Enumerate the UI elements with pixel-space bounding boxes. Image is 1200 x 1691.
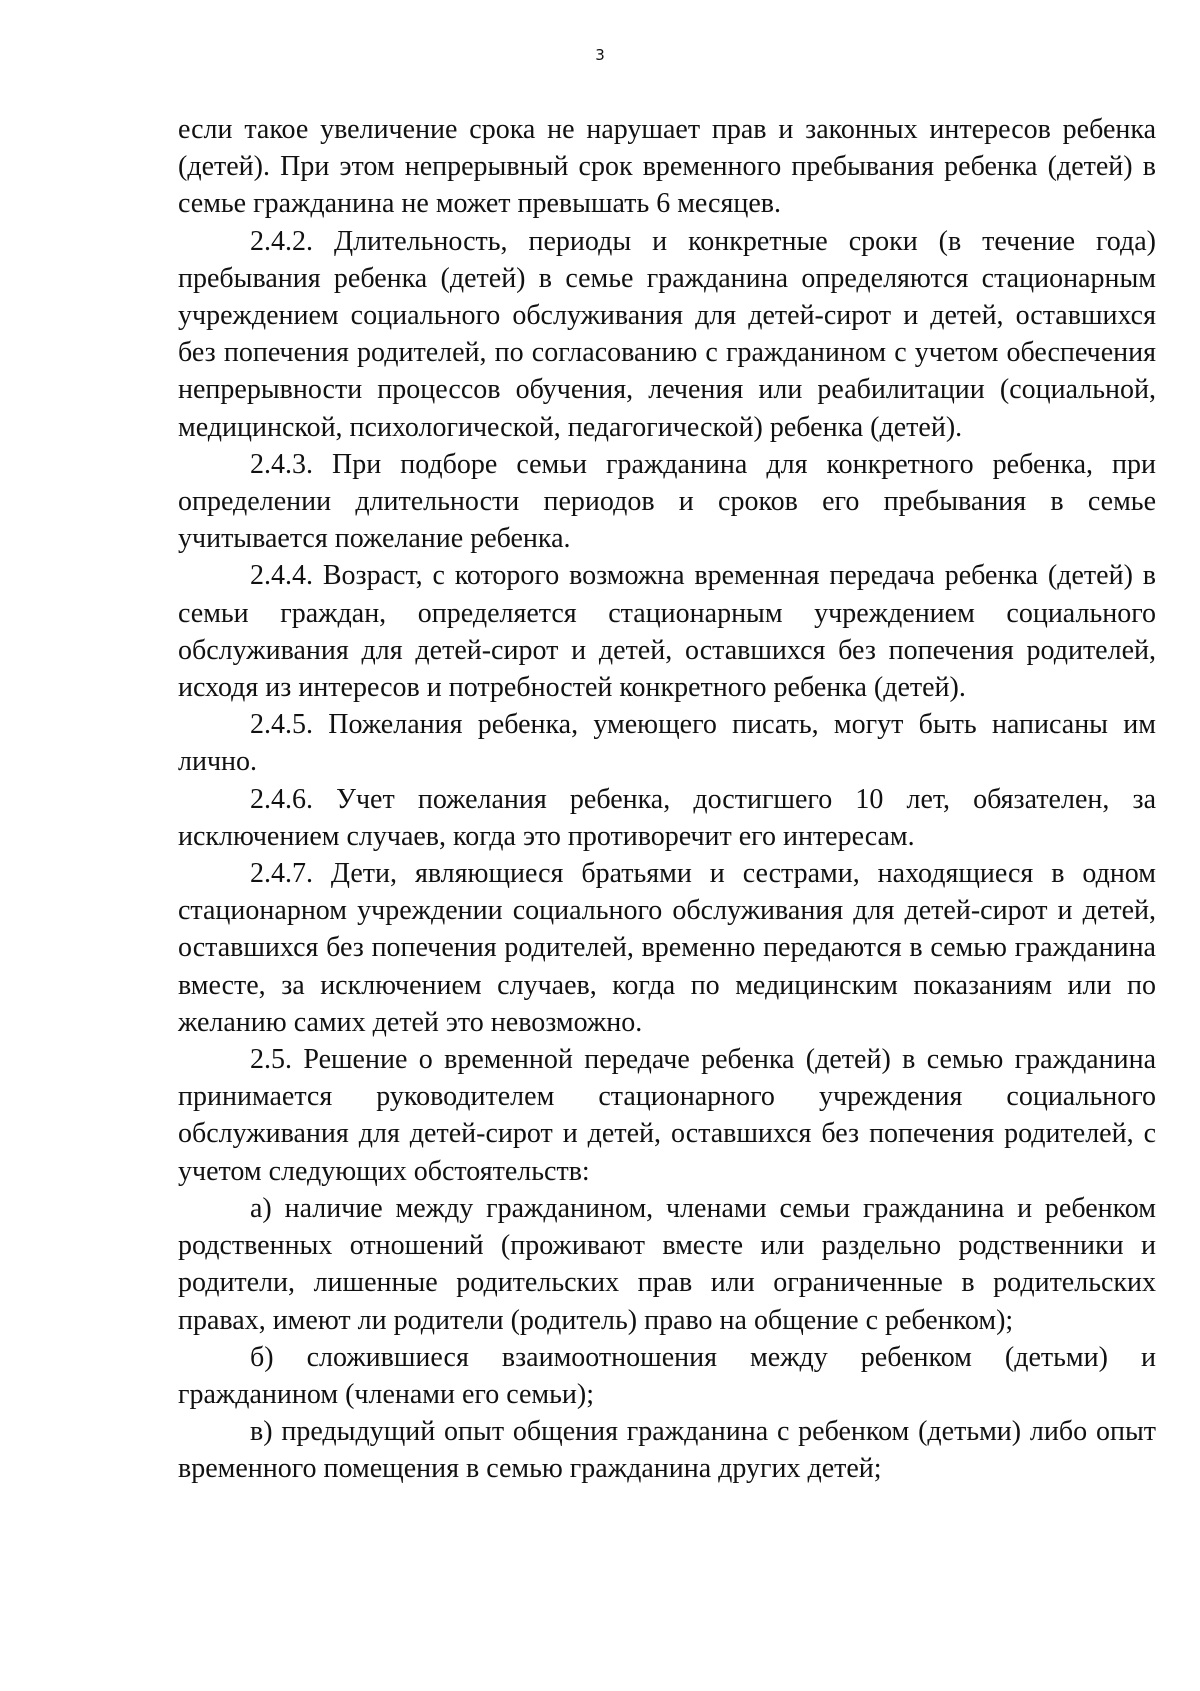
paragraph-2-4-3: 2.4.3. При подборе семьи гражданина для конкретного ребенка, при определении длительности периодов и сроков его пребывания в семье учитывается пожелание ребенка.	[178, 448, 1156, 555]
paragraph-2-4-7: 2.4.7. Дети, являющиеся братьями и сестрами, находящиеся в одном стационарном учреждении социального обслуживания для детей-сирот и детей, оставшихся без попечения родителей, временно передаются в семью гражданина вместе, за исключением случаев, когда по медицинским показаниям или по желанию самих детей это невозможно.	[178, 858, 1156, 1038]
paragraph-2-4-6: 2.4.6. Учет пожелания ребенка, достигшего 10 лет, обязателен, за исключением случаев, когда это противоречит его интересам.	[178, 783, 1156, 852]
paragraph-2-4-2: 2.4.2. Длительность, периоды и конкретные сроки (в течение года) пребывания ребенка (детей) в семье гражданина определяются стационарным учреждением социального обслуживания для детей-сирот и детей, оставшихся без попечения родителей, по согласованию с гражданином с учетом обеспечения непрерывности процессов обучения, лечения или реабилитации (социальной, медицинской, психологической, педагогической) ребенка (детей).	[178, 225, 1156, 443]
list-item-v: в) предыдущий опыт общения гражданина с ребенком (детьми) либо опыт временного помещения в семью гражданина других детей;	[178, 1416, 1156, 1485]
paragraph-2-5: 2.5. Решение о временной передаче ребенка (детей) в семью гражданина принимается руководителем стационарного учреждения социального обслуживания для детей-сирот и детей, оставшихся без попечения родителей, с учетом следующих обстоятельств:	[178, 1044, 1156, 1187]
document-body	[178, 111, 1156, 1488]
page-number: 3	[595, 46, 605, 64]
list-item-a: а) наличие между гражданином, членами семьи гражданина и ребенком родственных отношений (проживают вместе или раздельно родственники и родители, лишенные родительских прав или ограниченные в родительских правах, имеют ли родители (родитель) право на общение с ребенком);	[178, 1192, 1156, 1336]
paragraph-continuation: если такое увеличение срока не нарушает прав и законных интересов ребенка (детей). При этом непрерывный срок временного пребывания ребенка (детей) в семье гражданина не может превышать 6 месяцев.	[178, 114, 1156, 220]
list-item-b: б) сложившиеся взаимоотношения между ребенком (детьми) и гражданином (членами его семьи);	[178, 1341, 1156, 1410]
paragraph-2-4-5: 2.4.5. Пожелания ребенка, умеющего писать, могут быть написаны им лично.	[178, 709, 1156, 778]
paragraph-2-4-4: 2.4.4. Возраст, с которого возможна временная передача ребенка (детей) в семьи граждан, определяется стационарным учреждением социального обслуживания для детей-сирот и детей, оставшихся без попечения родителей, исходя из интересов и потребностей конкретного ребенка (детей).	[178, 560, 1156, 704]
